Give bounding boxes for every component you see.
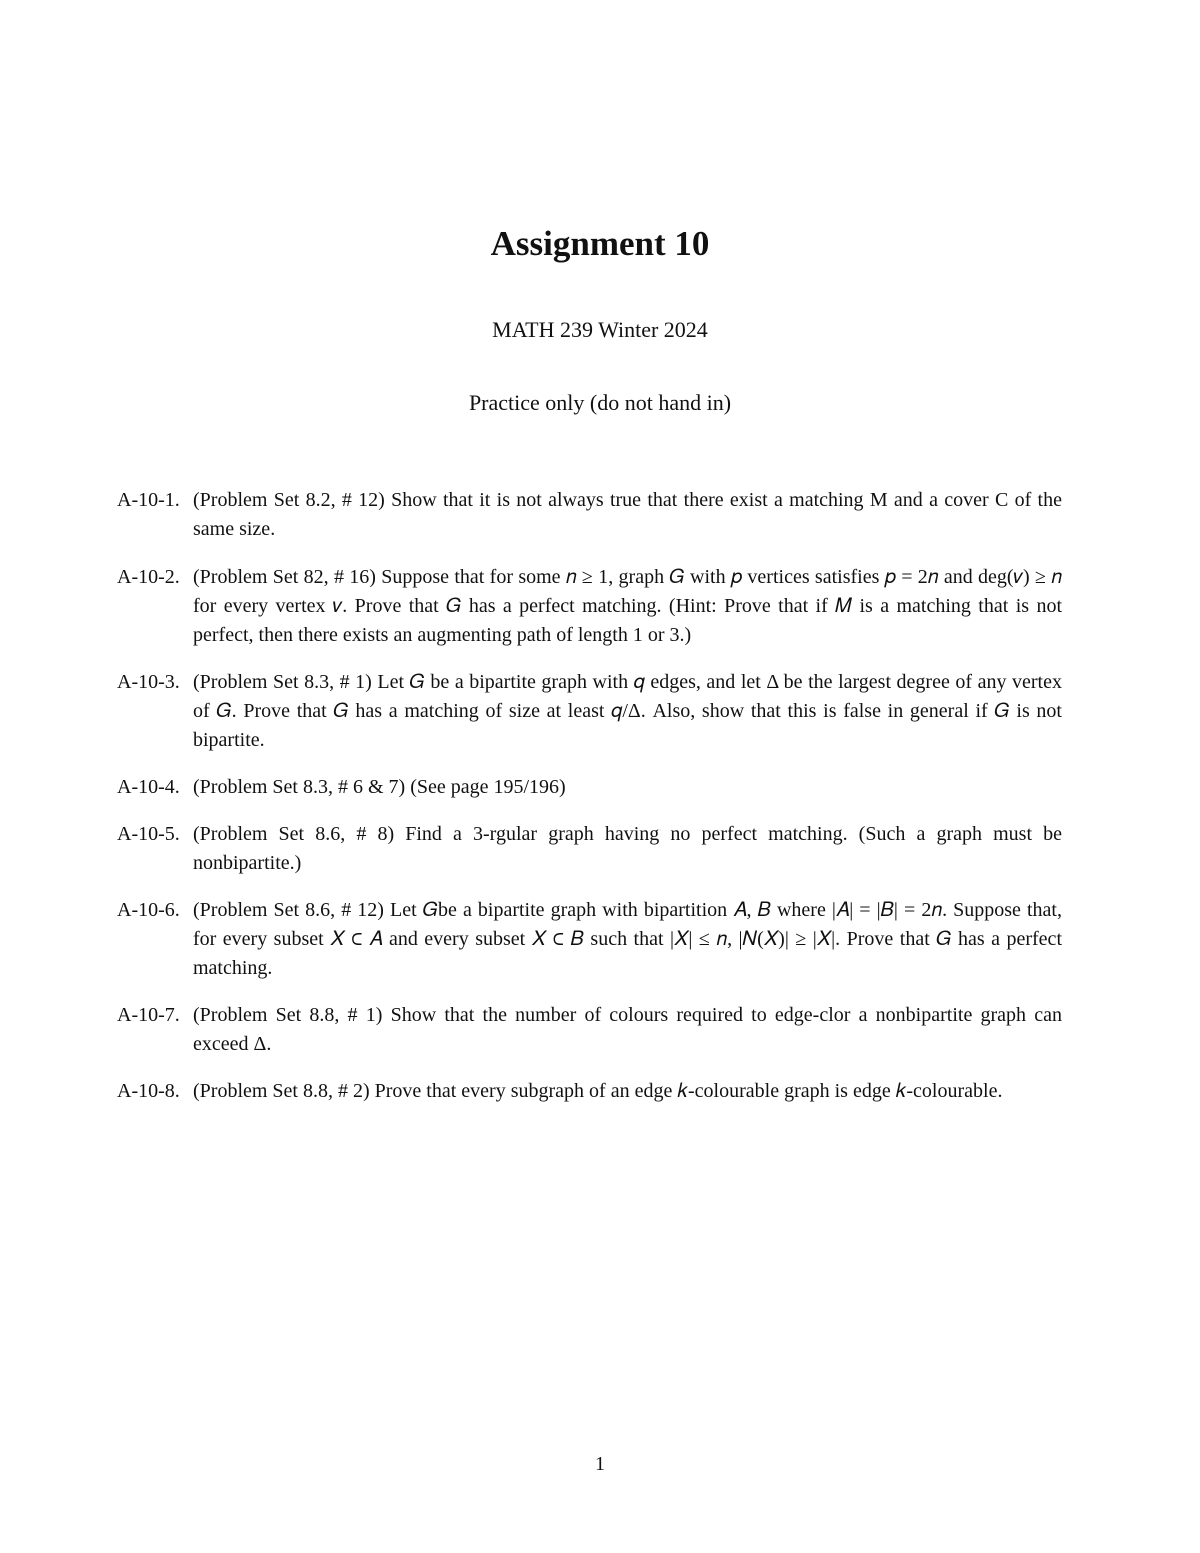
problem-label: A-10-2. (117, 566, 180, 588)
problem-item (117, 1001, 1062, 1059)
problem-label: A-10-7. (117, 1004, 180, 1026)
problem-item (117, 896, 1062, 983)
problem-item (117, 820, 1062, 878)
problem-text: (Problem Set 8.3, # 6 & 7) (See page 195/196) (193, 776, 566, 798)
course-subtitle: MATH 239 Winter 2024 (492, 317, 708, 342)
problem-label: A-10-8. (117, 1080, 180, 1102)
problem-label: A-10-1. (117, 489, 180, 511)
problem-item (117, 1077, 1062, 1106)
problem-label: A-10-4. (117, 776, 180, 798)
problem-text: (Problem Set 8.3, # 1) Let 𝐺 be a bipartite graph with 𝑞 edges, and let Δ be the largest degree of any vertex of 𝐺. Prove that 𝐺 has a matching of size at least 𝑞/Δ. Also, show that this is false in general if 𝐺 is not bipartite. (193, 671, 1062, 751)
problem-label: A-10-5. (117, 823, 180, 845)
problem-item (117, 563, 1062, 650)
problem-item (117, 668, 1062, 755)
problem-text: (Problem Set 8.8, # 1) Show that the number of colours required to edge-clor a nonbipartite graph can exceed Δ. (193, 1004, 1062, 1055)
practice-note: Practice only (do not hand in) (468, 390, 732, 415)
problem-text: (Problem Set 8.2, # 12) Show that it is not always true that there exist a matching M and a cover C of the same size. (193, 489, 1062, 540)
problem-label: A-10-6. (117, 899, 180, 921)
problem-text: (Problem Set 8.6, # 12) Let 𝐺be a bipartite graph with bipartition 𝐴, 𝐵 where |𝐴| = |𝐵| = 2𝑛. Suppose that, for every subset 𝑋 ⊂ 𝐴 and every subset 𝑋 ⊂ 𝐵 such that |𝑋| ≤ 𝑛, |𝑁(𝑋)| ≥ |𝑋|. Prove that 𝐺 has a perfect matching. (193, 899, 1062, 979)
problem-label: A-10-3. (117, 671, 180, 693)
problem-item (117, 486, 1062, 544)
problem-text: (Problem Set 8.8, # 2) Prove that every subgraph of an edge 𝑘-colourable graph is edge 𝑘-colourable. (193, 1080, 1003, 1102)
page-title: Assignment 10 (490, 224, 710, 263)
problem-item (117, 773, 1062, 802)
problem-text: (Problem Set 8.6, # 8) Find a 3-rgular graph having no perfect matching. (Such a graph must be nonbipartite.) (193, 823, 1062, 874)
problem-text: (Problem Set 82, # 16) Suppose that for some 𝑛 ≥ 1, graph 𝐺 with 𝑝 vertices satisfies 𝑝 = 2𝑛 and deg(𝑣) ≥ 𝑛 for every vertex 𝑣. Prove that 𝐺 has a perfect matching. (Hint: Prove that if 𝑀 is a matching that is not perfect, then there exists an augmenting path of length 1 or 3.) (193, 566, 1062, 646)
page-number: 1 (595, 1453, 605, 1475)
